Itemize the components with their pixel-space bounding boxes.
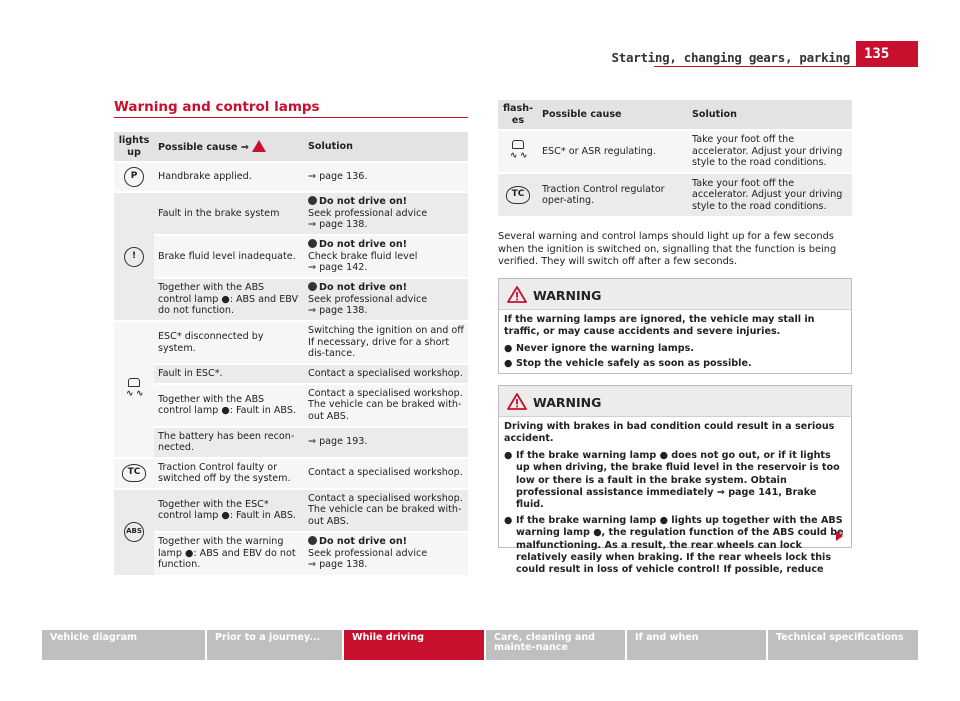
col-header-cause: Possible cause [538,100,688,130]
col-header-flashes: flash-es [498,100,538,130]
col-header-solution: Solution [304,132,468,162]
tab-vehicle-diagram[interactable]: Vehicle diagram [42,630,205,660]
brake-warning-icon: ! [124,247,144,267]
table-row: Together with the ABS control lamp ●: Fault in ABS. Contact a specialised workshop. The vehicle can be braked with-out ABS. [114,384,468,427]
warning-text: Driving with brakes in bad condition could result in a serious accident. [504,421,835,445]
body-paragraph: Several warning and control lamps should light up for a few seconds when the ignition is switched on, signalling that the function is being verified. They will switch off after a few seconds. [498,231,837,267]
warning-title: WARNING [533,395,602,410]
list-item: ● Stop the vehicle safely as soon as possible. [504,358,752,370]
col-header-lights-up: lights up [114,132,154,162]
esc-icon: ∿ ∿ [123,378,145,398]
continue-arrow-icon [836,531,843,541]
traction-control-icon: TC [506,186,530,204]
table-row: TC Traction Control regulator oper-ating. Take your foot off the accelerator. Adjust your driving style to the road conditions. [498,173,852,216]
stop-icon [308,239,317,248]
flashing-lamps-table [498,100,852,216]
col-header-solution: Solution [688,100,852,130]
stop-icon [308,196,317,205]
tab-technical-specifications[interactable]: Technical specifications [768,630,918,660]
chapter-nav [42,630,918,660]
lamps-table [114,132,468,575]
table-row: ∿ ∿ ESC* disconnected by system. Switching the ignition on and off If necessary, drive for a short dis-tance. [114,321,468,364]
stop-icon [308,536,317,545]
warning-triangle-icon [252,140,266,152]
table-row: ∿ ∿ ESC* or ASR regulating. Take your foot off the accelerator. Adjust your driving style to the road conditions. [498,130,852,173]
parking-brake-icon: P [124,167,144,187]
traction-control-icon: TC [122,464,146,482]
list-item: ● If the brake warning lamp ● does not go out, or if it lights up when driving, the brake fluid level in the reservoir is too low or there is a fault in the brake system. Obtain professional assistance immediately ⇒ page 141, Brake fluid. [504,449,840,511]
tab-if-and-when[interactable]: If and when [627,630,766,660]
tab-care-cleaning[interactable]: Care, cleaning and mainte-nance [486,630,625,660]
table-row: Together with the ABS control lamp ●: ABS and EBV do not function. Do not drive on! Seek professional advice ⇒ page 138. [114,278,468,321]
table-row: Fault in ESC*. Contact a specialised workshop. [114,364,468,384]
page-number: 135 [856,41,918,67]
stop-icon [308,282,317,291]
section-rule [114,117,468,118]
warning-box [498,278,852,374]
table-row: P Handbrake applied. ⇒ page 136. [114,162,468,192]
table-row: ! Fault in the brake system Do not drive on! Seek professional advice ⇒ page 138. [114,192,468,235]
col-header-cause: Possible cause ⇒ [154,132,304,162]
warning-text: If the warning lamps are ignored, the vehicle may stall in traffic, or may cause accidents and severe injuries. [504,314,815,338]
table-row: The battery has been recon-nected. ⇒ page 193. [114,427,468,458]
table-row: TC Traction Control faulty or switched off by the system. Contact a specialised workshop. [114,458,468,489]
list-item: ● Never ignore the warning lamps. [504,342,694,354]
warning-title: WARNING [533,288,602,303]
table-row: Together with the warning lamp ●: ABS and EBV do not function. Do not drive on! Seek professional advice ⇒ page 138. [114,532,468,575]
tab-while-driving[interactable]: While driving [344,630,484,660]
warning-triangle-icon [507,393,527,410]
table-row: ABS Together with the ESC* control lamp ●: Fault in ABS. Contact a specialised workshop. The vehicle can be braked with-out ABS. [114,489,468,532]
warning-box [498,385,852,576]
tab-prior-to-journey[interactable]: Prior to a journey... [207,630,342,660]
section-title: Warning and control lamps [114,99,320,115]
esc-icon: ∿ ∿ [507,140,529,160]
abs-icon: ABS [124,522,144,542]
table-row: Brake fluid level inadequate. Do not drive on! Check brake fluid level ⇒ page 142. [114,235,468,278]
warning-triangle-icon [507,286,527,303]
list-item: ● If the brake warning lamp ● lights up together with the ABS warning lamp ●, the regulation function of the ABS could be malfunctioning. As a result, the rear wheels can lock relatively easily when braking. If the rear wheels lock this could result in loss of vehicle control! If possible, reduce [504,514,844,576]
header-rule [654,66,856,67]
running-header: Starting, changing gears, parking [611,50,850,65]
